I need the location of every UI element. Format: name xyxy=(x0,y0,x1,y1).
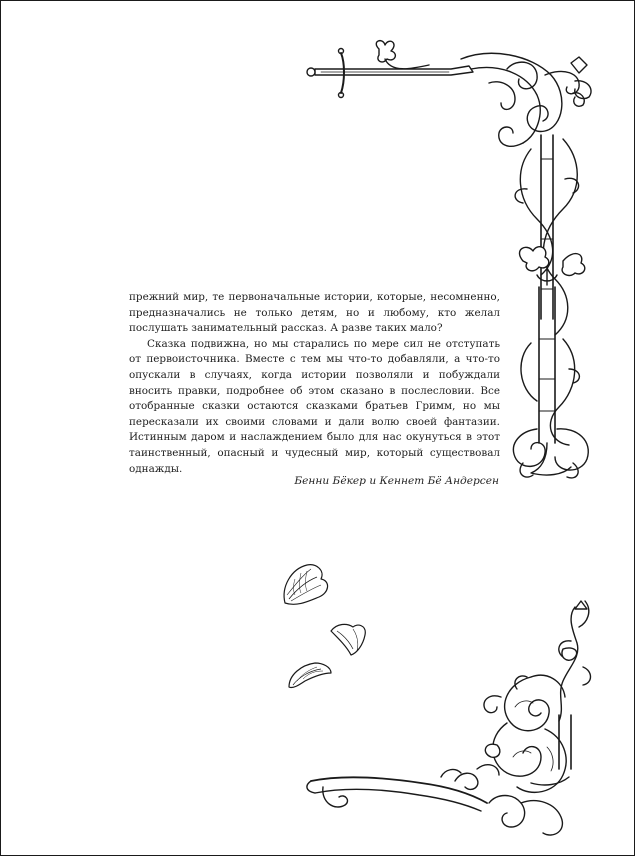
paragraph-1: прежний мир, те первоначальные истории, которые, несомненно, предназначались не только детям, но и любому, кто желал послушать занимательный рассказ. А разве таких мало? xyxy=(129,291,500,335)
scroll-flourish-border-icon xyxy=(301,597,601,843)
story-text xyxy=(129,290,500,477)
paragraph-2: Сказка подвижна, но мы старались по мере сил не отступать от первоисточника. Вместе с тем мы что-то добавляли, а что-то опускали в случаях, когда истории позволяли и побуждали вносить правки, подробнее об этом сказано в послесловии. Все отобранные сказки остаются сказками братьев Гримм, но мы пересказали их своими словами и дали волю своей фантазии. Истинным даром и наслаждением было для нас окунуться в этот таинственный, опасный и чудесный мир, который существовал однажды. xyxy=(129,337,500,475)
author-signature: Бенни Бёкер и Кеннет Бё Андерсен xyxy=(294,475,499,487)
